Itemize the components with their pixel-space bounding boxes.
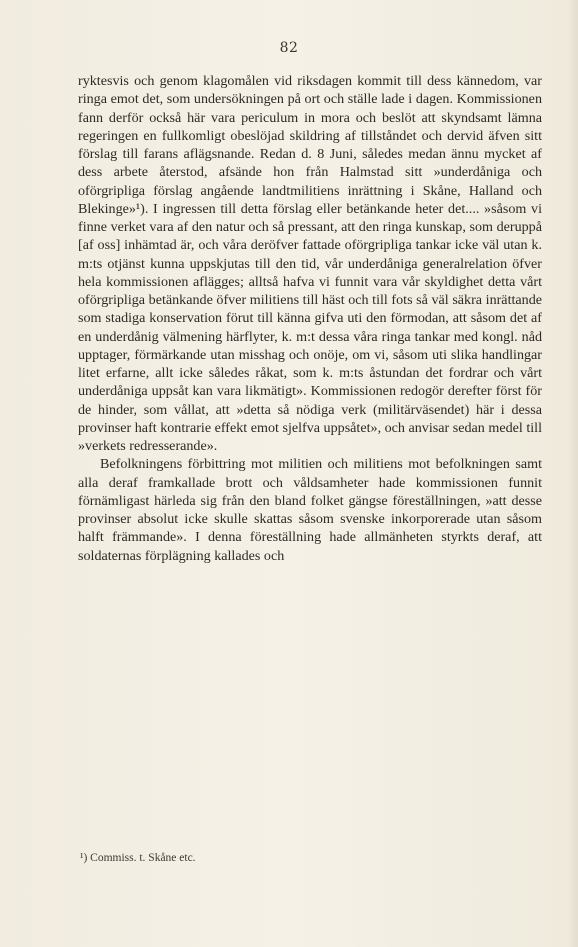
page-edge-shadow (568, 0, 578, 947)
paragraph-1: ryktesvis och genom klagomålen vid riksdagen kommit till dess kännedom, var ringa emot det, som undersökningen på ort och ställe lade i dagen. Kommissionen fann derför också här vara periculum in mora och beslöt att skyndsamt lämna regeringen en fullkomligt obeslöjad skildring af tillståndet och dervid äfven sitt förslag till farans aflägsnande. Redan d. 8 Juni, således medan ännu mycket af dess arbete återstod, afsände hon från Halmstad sitt »underdåniga och oförgripliga förslag angående landtmilitiens inrättning i Skåne, Halland och Blekinge»¹). I ingressen till detta förslag eller betänkande heter det.... »såsom vi finne verket vara af den natur och så pressant, att den ringa kunskap, som deruppå [af oss] inhämtad är, och våra deröfver fattade oförgripliga tankar icke väl utan k. m:ts otjänst kunna uppskjutas till den tid, vår underdåniga generalrelation öfver hela kommissionen aflägges; alltså hafva vi funnit vara vår skyldighet detta vårt oförgripliga betänkande öfver militiens till häst och till fots så väl säkra inrättande som stadiga konservation förut till känna gifva uti den förmodan, att såsom det af en underdånig välmening härflyter, k. m:t dessa våra ringa tankar med kongl. nåd upptager, förmärkande utan misshag och onöje, om vi, såsom uti slika handlingar litet erfarne, allt icke således råkat, som k. m:ts åstundan det fordrar och vårt underdåniga uppsåt kan vara likmätigt». Kommissionen redogör derefter först för de hinder, som vållat, att »detta så nödiga verk (militärväsendet) här i dessa provinser haft kontrarie effekt emot sjelfva uppsåtet», och anvisar sedan medel till »verkets redresserande». (78, 73, 542, 454)
page-number: 82 (279, 40, 299, 56)
footnote: ¹) Commiss. t. Skåne etc. (80, 852, 196, 864)
body-text (78, 72, 542, 565)
paragraph-2: Befolkningens förbittring mot militien och militiens mot befolkningen samt alla deraf framkallade brott och våldsamheter hade kommissionen funnit förnämligast härleda sig från den bland folket gängse föreställningen, »att desse provinser absolut icke skulle skattas såsom svenske inkorporerade utan såsom halft främmande». I denna föreställning hade allmänheten styrkts deraf, att soldaternas förplägning kallades och (78, 456, 542, 564)
